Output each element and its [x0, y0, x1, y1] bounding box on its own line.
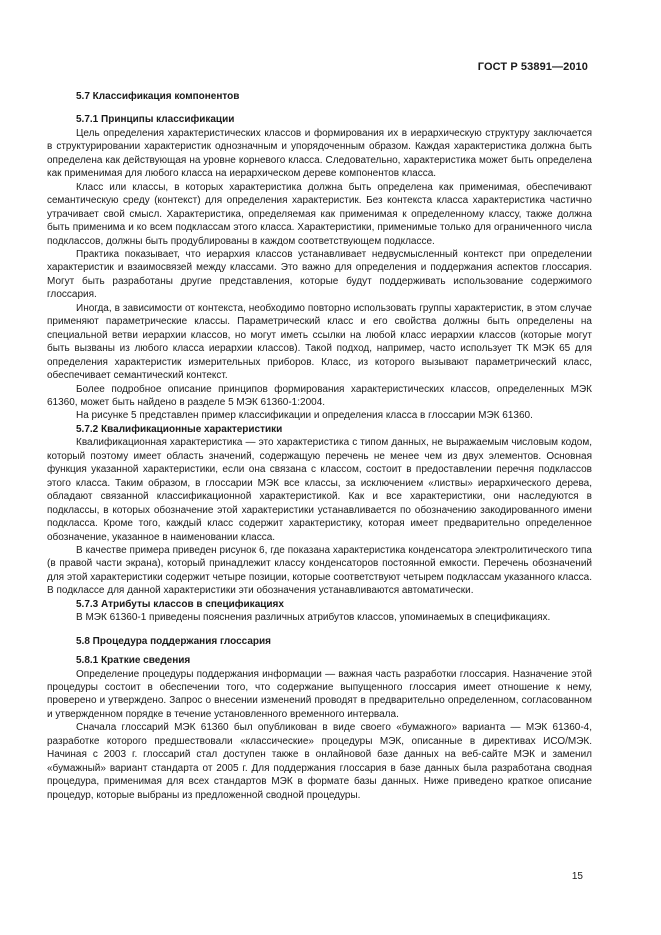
paragraph: На рисунке 5 представлен пример классификации и определения класса в глоссарии МЭК 61360.: [76, 410, 533, 422]
paragraph: В качестве примера приведен рисунок 6, где показана характеристика конденсатора электролитического типа (в правой части экрана), который принадлежит классу конденсаторов постоянной емкости. Перечень обозначений для этой характеристики содержит четыре позиции, которые соответствуют четырем подклассам указанного класса. В подклассе для данной характеристики эти обозначения устанавливаются автоматически.: [47, 544, 592, 597]
section-5-7-1-title: 5.7.1 Принципы классификации: [76, 114, 235, 126]
section-5-7-2-title: 5.7.2 Квалификационные характеристики: [76, 423, 283, 435]
paragraph: В МЭК 61360-1 приведены пояснения различных атрибутов классов, упоминаемых в спецификациях.: [76, 612, 551, 624]
page-number: 15: [571, 871, 583, 882]
paragraph: Цель определения характеристических классов и формирования их в иерархическую структуру заключается в структурировании характеристик однозначным и упорядоченным образом. Каждая характеристика должна быть определена как действующая на уровне корневого класса. Следовательно, характеристика может быть определена как применимая для любого класса на иерархическом дереве компонентов класса.: [47, 127, 592, 180]
paragraph: Сначала глоссарий МЭК 61360 был опубликован в виде своего «бумажного» варианта — МЭК 61360-4, разработке которого предшествовали «классические» процедуры МЭК, описанные в директивах ИСО/МЭК. Начиная с 2003 г. глоссарий стал доступен также в онлайновой базе данных на веб-сайте МЭК и заменил «бумажный» вариант стандарта от 2005 г. Для поддержания глоссария в базе данных была разработана сводная процедура, применимая для всех стандартов МЭК в формате базы данных. Ниже приведено краткое описание процедур, которые выбраны из предложенной сводной процедуры.: [47, 722, 592, 801]
paragraph: Более подробное описание принципов формирования характеристических классов, определенных МЭК 61360, может быть найдено в разделе 5 МЭК 61360-1:2004.: [47, 383, 592, 408]
paragraph: Квалификационная характеристика — это характеристика с типом данных, не выражаемым числовым кодом, который поэтому имеет область значений, содержащую перечень не менее чем из двух элементов. Основная функция указанной характеристики, если она связана с классом, состоит в предоставлении перечня подклассов этого класса. Таким образом, в глоссарии МЭК все классы, за исключением «листвы» иерархического дерева, обладают связанной классификационной характеристикой. Как и все характеристики, они наследуются в подклассы, в которых обозначение этой характеристики устанавливается по обозначению закодированного имени подкласса. Кроме того, каждый класс содержит характеристику, которая имеет предварительно определенное обозначение, указанное в наименовании класса.: [47, 437, 592, 543]
standard-id-header: ГОСТ Р 53891—2010: [477, 61, 588, 73]
paragraph: Класс или классы, в которых характеристика должна быть определена как применимая, обеспечивают семантическую среду (контекст) для определения характеристик. Без контекста класса характеристика частично утрачивает свой смысл. Характеристика, определяемая как применимая к определенному классу, также должна быть применима и ко всем подклассам этого класса. Характеристики, применимые только для ограниченного числа подклассов, должны быть продублированы в каждом соответствующем подклассе.: [47, 181, 592, 247]
document-body: [47, 90, 592, 802]
paragraph: Иногда, в зависимости от контекста, необходимо повторно использовать группы характеристик, в этом случае применяют параметрические классы. Параметрический класс и его свойства должны быть определены на специальной ветви иерархии классов, но могут иметь ссылки на любой класс иерархии классов (которые могут быть вызваны из любого класса иерархии классов). Такой подход, например, часто использует ТК МЭК 65 для определения характеристик измерительных приборов. Класс, из которого вызывают параметрический класс, обеспечивает семантический контекст.: [47, 302, 592, 382]
section-5-8-title: 5.8 Процедура поддержания глоссария: [76, 635, 271, 647]
section-5-8-1-title: 5.8.1 Краткие сведения: [76, 655, 191, 667]
section-5-7-title: 5.7 Классификация компонентов: [76, 91, 240, 102]
paragraph: Практика показывает, что иерархия классов устанавливает недвусмысленный контекст при определении характеристик и взаимосвязей между классами. Это важно для определения и поддержания аспектов глоссария. Могут быть разработаны другие представления, которые будут поддерживать использование содержимого глоссария.: [47, 248, 592, 301]
section-5-7-3-title: 5.7.3 Атрибуты классов в спецификациях: [76, 598, 284, 610]
paragraph: Определение процедуры поддержания информации — важная часть разработки глоссария. Назначение этой процедуры состоит в обеспечении того, что содержание выпущенного глоссария имеет отношение к нему, проверено и утверждено. Запрос о внесении изменений проводят в предварительно определенном, согласованном и утвержденном порядке в течение установленного временного интервала.: [47, 668, 592, 720]
